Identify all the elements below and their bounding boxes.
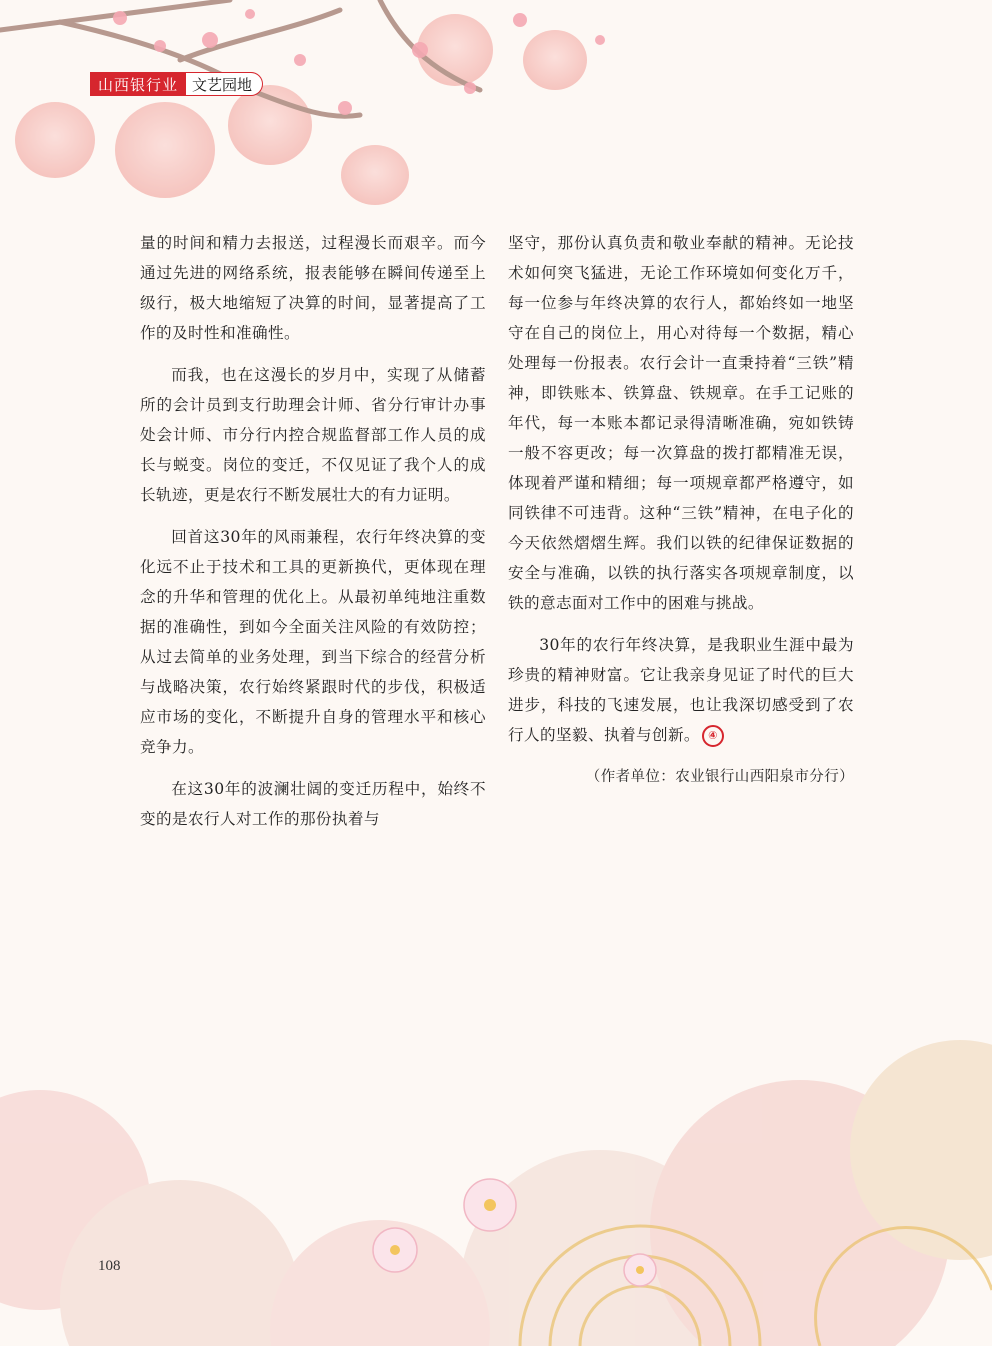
end-mark-icon: ④ [702,725,724,747]
section-sub-label: 文艺园地 [186,72,263,96]
bottom-cloud-decoration [0,1000,992,1346]
article-right-column [508,228,854,804]
paragraph: 在这30年的波澜壮阔的变迁历程中，始终不变的是农行人对工作的那份执着与 [140,780,486,828]
paragraph: 坚守，那份认真负责和敬业奉献的精神。无论技术如何突飞猛进，无论工作环境如何变化万千，每一位参与年终决算的农行人，都始终如一地坚守在自己的岗位上，用心对待每一个数据，精心处理每一份报表。农行会计一直秉持着“三铁”精神，即铁账本、铁算盘、铁规章。在手工记账的年代，每一本账本都记录得清晰准确，宛如铁铸一般不容更改；每一次算盘的拨打都精准无误，体现着严谨和精细；每一项规章都严格遵守，如同铁律不可违背。这种“三铁”精神，在电子化的今天依然熠熠生辉。我们以铁的纪律保证数据的安全与准确，以铁的执行落实各项规章制度，以铁的意志面对工作中的困难与挑战。 [508,234,854,612]
paragraph: 回首这30年的风雨兼程，农行年终决算的变化远不止于技术和工具的更新换代，更体现在理念的升华和管理的优化上。从最初单纯地注重数据的准确性，到如今全面关注风险的有效防控；从过去简单的业务处理，到当下综合的经营分析与战略决策，农行始终紧跟时代的步伐，积极适应市场的变化，不断提升自身的管理水平和核心竞争力。 [140,528,486,756]
closing-text: 30年的农行年终决算，是我职业生涯中最为珍贵的精神财富。它让我亲身见证了时代的巨大进步，科技的飞速发展，也让我深切感受到了农行人的坚毅、执着与创新。 [508,636,854,744]
author-note: （作者单位：农业银行山西阳泉市分行） [585,769,854,785]
top-blossom-decoration [0,0,992,260]
closing-paragraph [508,630,854,750]
section-tag [90,72,263,96]
article-left-column [140,228,486,846]
paragraph: 而我，也在这漫长的岁月中，实现了从储蓄所的会计员到支行助理会计师、省分行审计办事处会计师、市分行内控合规监督部工作人员的成长与蜕变。岗位的变迁，不仅见证了我个人的成长轨迹，更是农行不断发展壮大的有力证明。 [140,366,486,504]
page-number: 108 [98,1258,121,1274]
section-main-label: 山西银行业 [90,72,186,96]
paragraph: 量的时间和精力去报送，过程漫长而艰辛。而今通过先进的网络系统，报表能够在瞬间传递至上级行，极大地缩短了决算的时间，显著提高了工作的及时性和准确性。 [140,234,486,342]
